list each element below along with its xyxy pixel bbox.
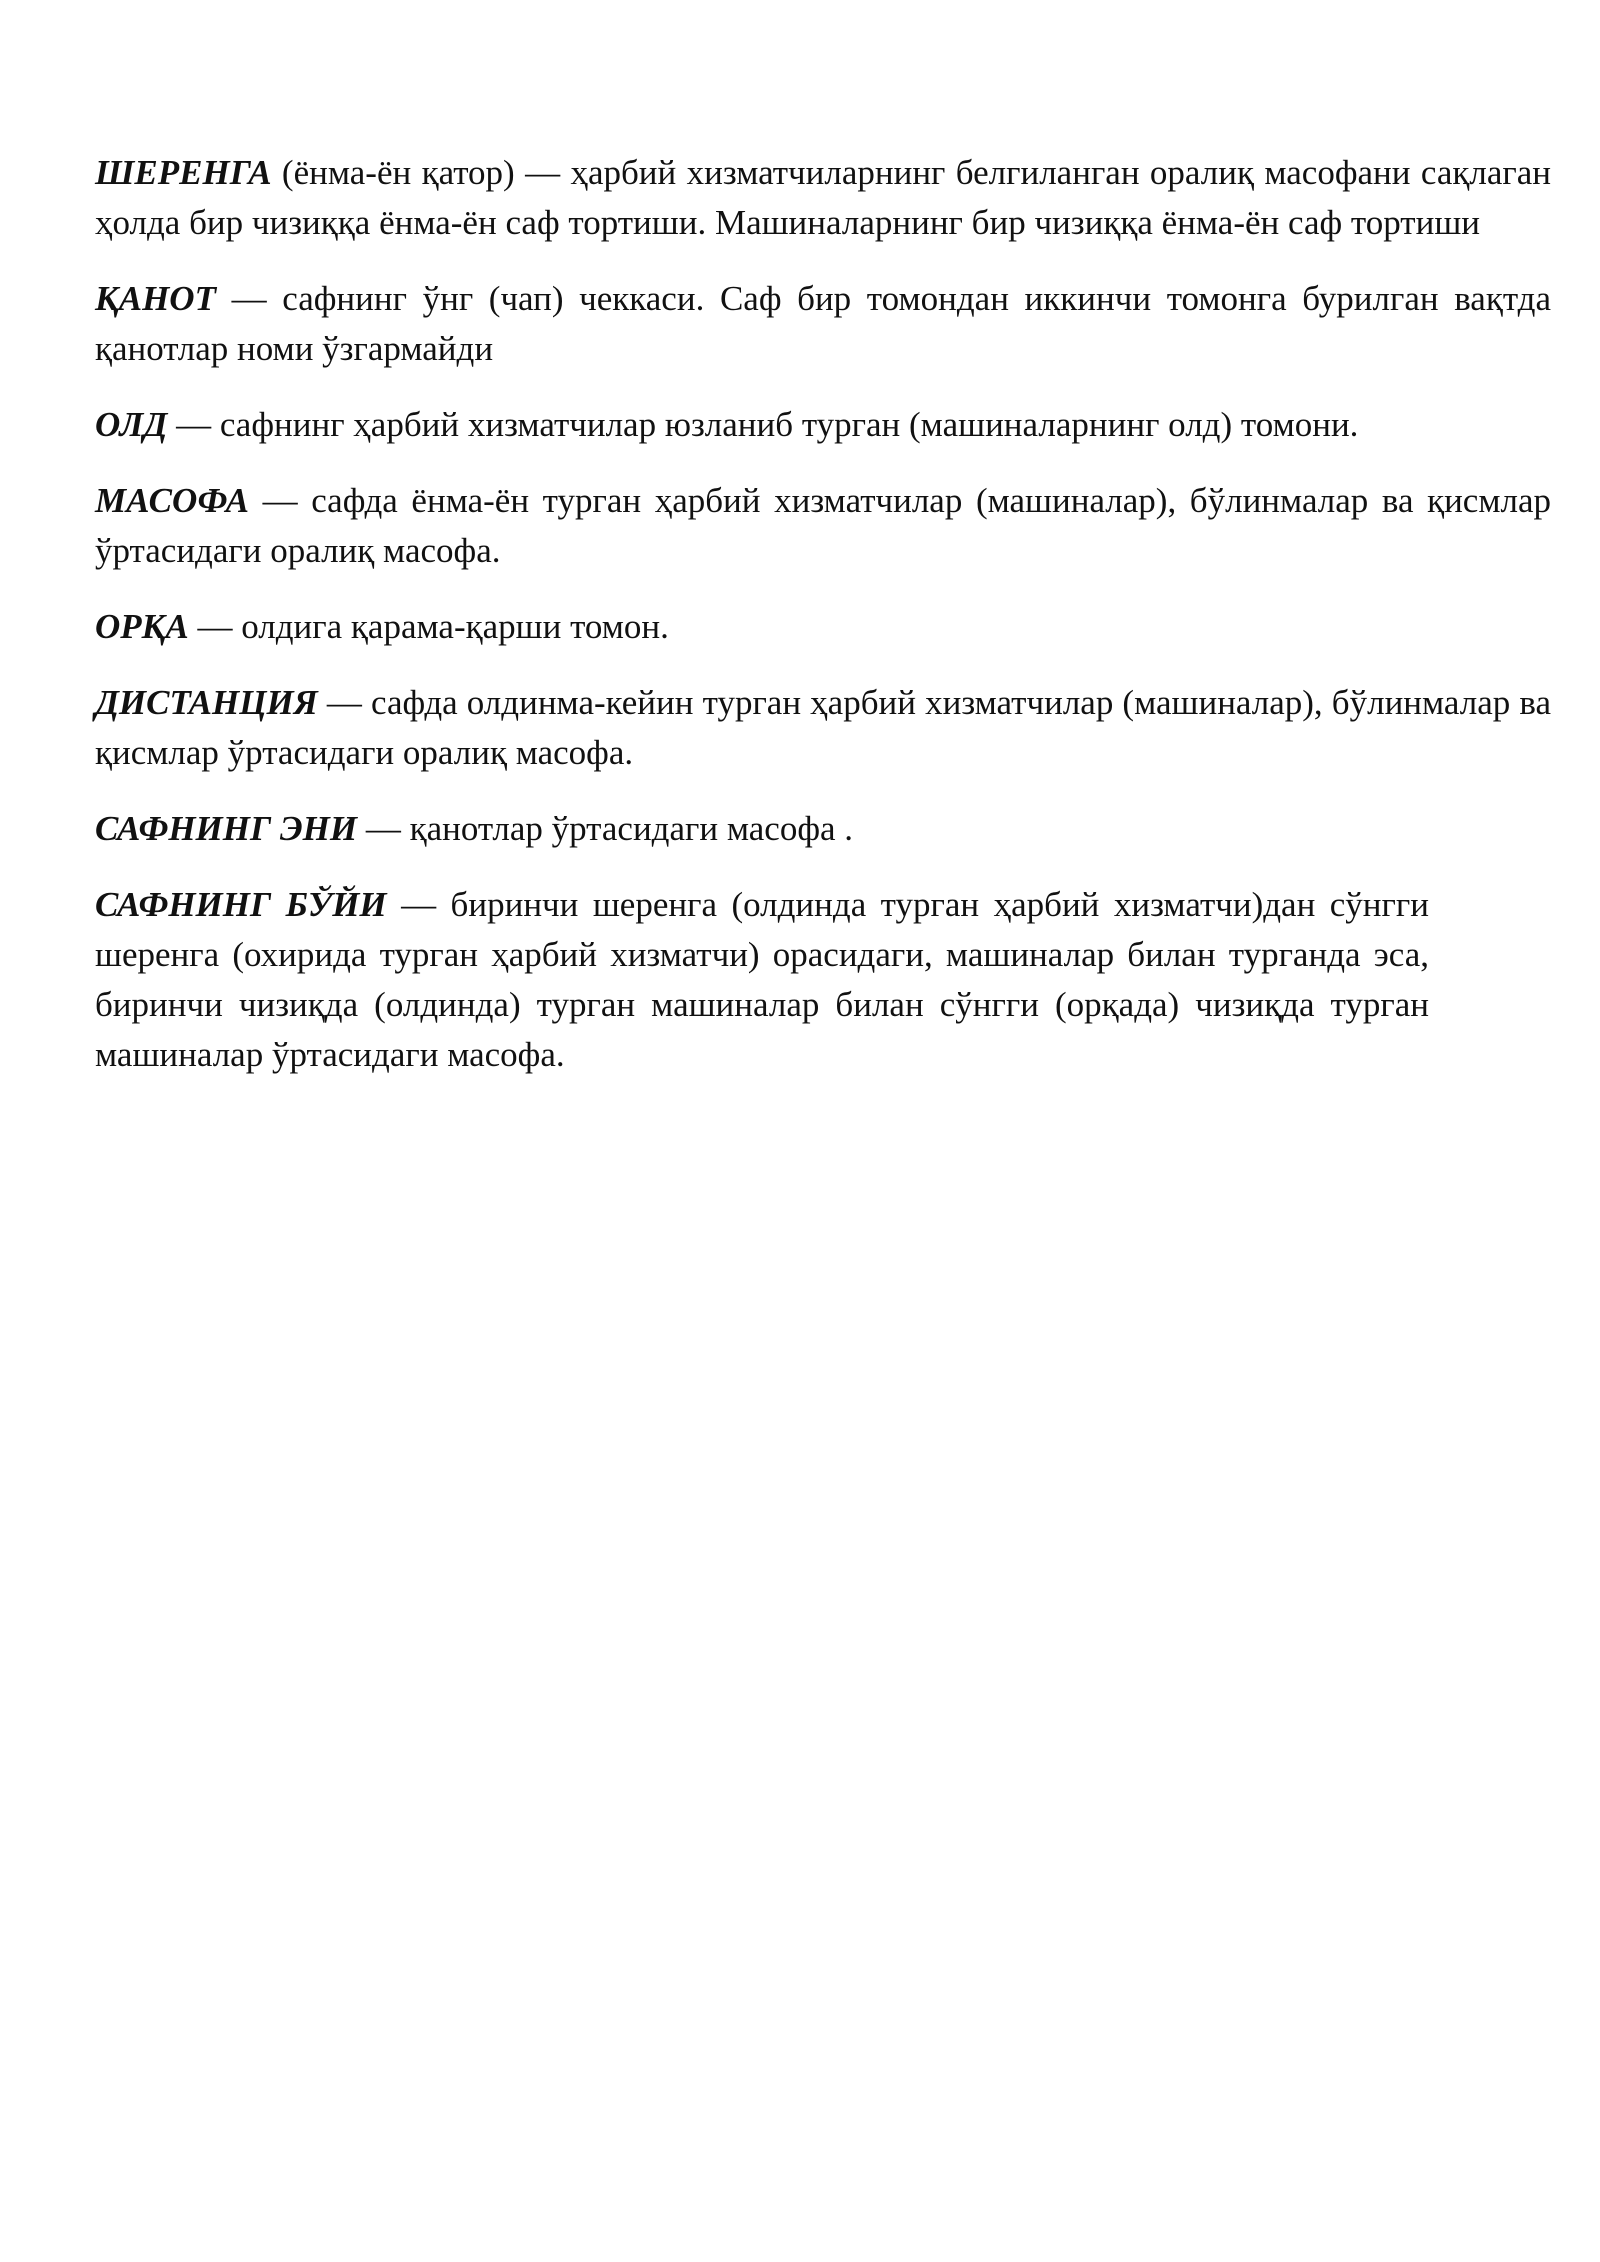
definition-term: ШЕРЕНГА [95,153,272,192]
definition-text: — қанотлар ўртасидаги масофа . [357,809,854,848]
definition-text: — сафда ёнма-ён турган ҳарбий хизматчилар (машиналар), бўлинмалар ва қисмлар ўртасидаги оралиқ масофа. [95,481,1551,570]
definition-entry-masofa [95,476,1551,576]
definition-term: МАСОФА [95,481,249,520]
definition-term: ОЛД [95,405,168,444]
definition-entry-sherenga [95,148,1551,248]
definition-entry-qanot [95,274,1551,374]
definition-entry-distantsiya [95,678,1551,778]
definition-text: — сафда олдинма-кейин турган ҳарбий хизматчилар (машиналар), бўлинмалар ва қисмлар ўртасидаги оралиқ масофа. [95,683,1551,772]
definition-entry-orqa [95,602,1551,652]
definition-text: — олдига қарама-қарши томон. [188,607,669,646]
definition-term: ОРҚА [95,607,189,646]
definition-text: (ёнма-ён қатор) — ҳарбий хизматчиларнинг белгиланган оралиқ масофани сақлаган ҳолда бир чизиққа ёнма-ён саф тортиши. Машиналарнинг бир чизиққа ёнма-ён саф тортиши [95,153,1551,242]
definition-entry-safning-buyi [95,880,1429,1080]
definition-text: — сафнинг ҳарбий хизматчилар юзланиб турган (машиналарнинг олд) томони. [167,405,1359,444]
definition-entry-safning-eni [95,804,1551,854]
definition-text: — сафнинг ўнг (чап) чеккаси. Саф бир томондан иккинчи томонга бурилган вақтда қанотлар номи ўзгармайди [95,279,1551,368]
definitions-list [95,148,1551,1106]
definition-term: ДИСТАНЦИЯ [95,683,318,722]
definition-text: — биринчи шеренга (олдинда турган ҳарбий хизматчи)дан сўнгги шеренга (охирида турган ҳарбий хизматчи) орасидаги, машиналар билан турганда эса, биринчи чизиқда (олдинда) турган машиналар билан сўнгги (орқада) чизиқда турган машиналар ўртасидаги масофа. [95,885,1429,1074]
definition-term: САФНИНГ ЭНИ [95,809,358,848]
definition-entry-old [95,400,1551,450]
definition-term: ҚАНОТ [95,279,216,318]
definition-term: САФНИНГ БЎЙИ [95,885,387,924]
